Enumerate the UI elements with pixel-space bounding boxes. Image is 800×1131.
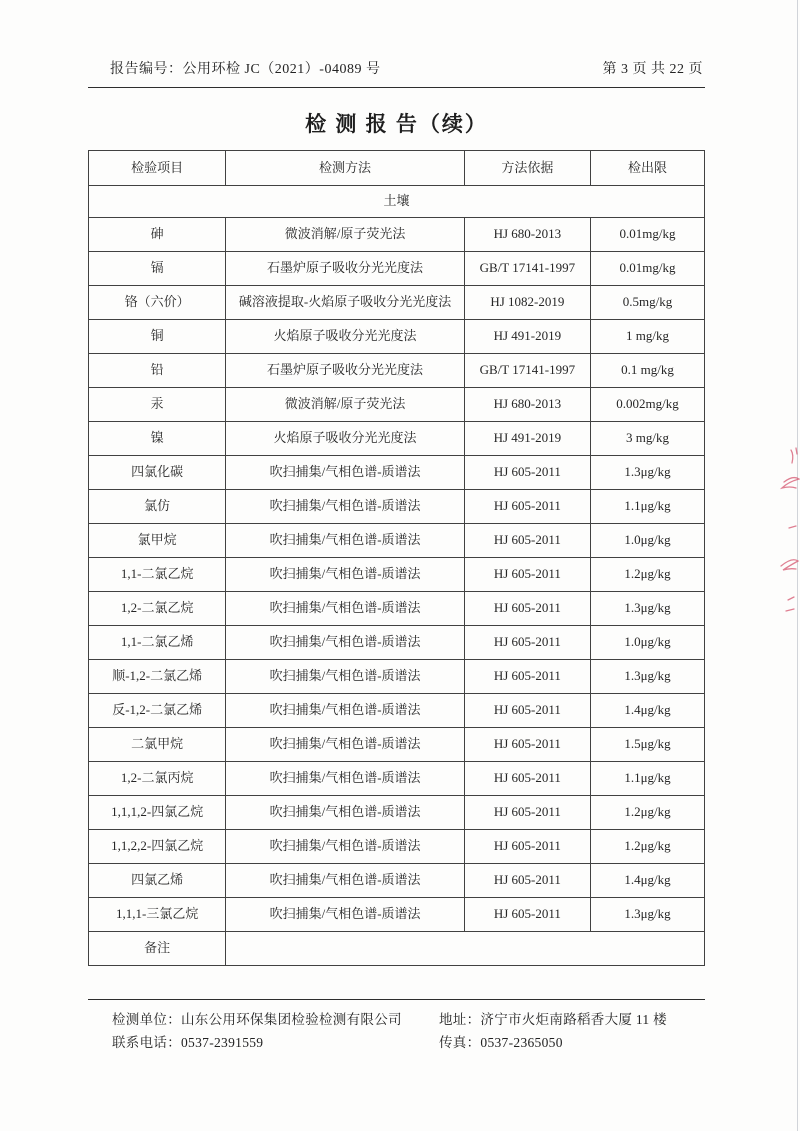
item-cell: 氯甲烷	[89, 524, 226, 558]
method-cell: 吹扫捕集/气相色谱-质谱法	[226, 728, 464, 762]
section-label: 土壤	[89, 186, 705, 218]
col-header-method: 检测方法	[226, 151, 464, 186]
basis-cell: HJ 605-2011	[464, 558, 590, 592]
method-cell: 吹扫捕集/气相色谱-质谱法	[226, 490, 464, 524]
limit-cell: 3 mg/kg	[591, 422, 705, 456]
page-indicator: 第 3 页 共 22 页	[602, 62, 703, 77]
table-row	[89, 694, 705, 728]
table-row	[89, 320, 705, 354]
table-row	[89, 626, 705, 660]
basis-cell: HJ 491-2019	[464, 320, 590, 354]
col-header-item: 检验项目	[89, 151, 226, 186]
red-ink-marks	[772, 440, 800, 630]
limit-cell: 0.1 mg/kg	[591, 354, 705, 388]
table-row	[89, 388, 705, 422]
limit-cell: 1.0μg/kg	[591, 626, 705, 660]
test-results-table	[88, 150, 705, 966]
limit-cell: 1.4μg/kg	[591, 864, 705, 898]
method-cell: 火焰原子吸收分光光度法	[226, 422, 464, 456]
method-cell: 吹扫捕集/气相色谱-质谱法	[226, 456, 464, 490]
limit-cell: 1.5μg/kg	[591, 728, 705, 762]
remark-value-cell	[226, 932, 705, 966]
item-cell: 砷	[89, 218, 226, 252]
footer-fax: 传真：0537-2365050	[439, 1035, 563, 1050]
limit-cell: 1.3μg/kg	[591, 592, 705, 626]
item-cell: 二氯甲烷	[89, 728, 226, 762]
item-cell: 氯仿	[89, 490, 226, 524]
basis-cell: GB/T 17141-1997	[464, 252, 590, 286]
table-row	[89, 286, 705, 320]
method-cell: 吹扫捕集/气相色谱-质谱法	[226, 762, 464, 796]
remark-label-cell: 备注	[89, 932, 226, 966]
method-cell: 吹扫捕集/气相色谱-质谱法	[226, 864, 464, 898]
basis-cell: HJ 605-2011	[464, 456, 590, 490]
basis-cell: HJ 605-2011	[464, 728, 590, 762]
limit-cell: 0.002mg/kg	[591, 388, 705, 422]
footer-phone: 联系电话：0537-2391559	[112, 1035, 264, 1050]
table-row	[89, 796, 705, 830]
limit-cell: 1.2μg/kg	[591, 830, 705, 864]
table-row	[89, 592, 705, 626]
limit-cell: 1.3μg/kg	[591, 456, 705, 490]
basis-cell: HJ 680-2013	[464, 218, 590, 252]
method-cell: 吹扫捕集/气相色谱-质谱法	[226, 830, 464, 864]
method-cell: 吹扫捕集/气相色谱-质谱法	[226, 694, 464, 728]
basis-cell: HJ 605-2011	[464, 626, 590, 660]
table-rows	[89, 186, 705, 932]
item-cell: 1,1-二氯乙烷	[89, 558, 226, 592]
footer-org: 检测单位：山东公用环保集团检验检测有限公司	[112, 1012, 402, 1027]
method-cell: 石墨炉原子吸收分光光度法	[226, 354, 464, 388]
basis-cell: HJ 605-2011	[464, 490, 590, 524]
table-row	[89, 490, 705, 524]
item-cell: 铬（六价）	[89, 286, 226, 320]
item-cell: 1,1,2,2-四氯乙烷	[89, 830, 226, 864]
basis-cell: HJ 605-2011	[464, 660, 590, 694]
limit-cell: 1.3μg/kg	[591, 660, 705, 694]
item-cell: 铅	[89, 354, 226, 388]
table-row	[89, 762, 705, 796]
section-row-soil	[89, 186, 705, 218]
method-cell: 石墨炉原子吸收分光光度法	[226, 252, 464, 286]
footer-address: 地址：济宁市火炬南路稻香大厦 11 楼	[439, 1012, 667, 1027]
method-cell: 吹扫捕集/气相色谱-质谱法	[226, 660, 464, 694]
basis-cell: HJ 605-2011	[464, 762, 590, 796]
basis-cell: HJ 605-2011	[464, 864, 590, 898]
limit-cell: 0.01mg/kg	[591, 252, 705, 286]
method-cell: 吹扫捕集/气相色谱-质谱法	[226, 558, 464, 592]
col-header-limit: 检出限	[591, 151, 705, 186]
method-cell: 吹扫捕集/气相色谱-质谱法	[226, 796, 464, 830]
item-cell: 1,2-二氯丙烷	[89, 762, 226, 796]
basis-cell: HJ 605-2011	[464, 524, 590, 558]
table-row	[89, 898, 705, 932]
table-header-row	[89, 151, 705, 186]
page-title: 检 测 报 告（续）	[305, 112, 488, 136]
limit-cell: 1.3μg/kg	[591, 898, 705, 932]
limit-cell: 1.1μg/kg	[591, 762, 705, 796]
item-cell: 四氯乙烯	[89, 864, 226, 898]
item-cell: 汞	[89, 388, 226, 422]
method-cell: 吹扫捕集/气相色谱-质谱法	[226, 626, 464, 660]
item-cell: 镍	[89, 422, 226, 456]
limit-cell: 1.4μg/kg	[591, 694, 705, 728]
report-content	[88, 0, 705, 1051]
basis-cell: HJ 605-2011	[464, 694, 590, 728]
table-row	[89, 524, 705, 558]
table-row	[89, 422, 705, 456]
table-head	[89, 151, 705, 186]
basis-cell: HJ 605-2011	[464, 796, 590, 830]
limit-cell: 1.2μg/kg	[591, 558, 705, 592]
table-row	[89, 660, 705, 694]
item-cell: 1,1,1-三氯乙烷	[89, 898, 226, 932]
method-cell: 火焰原子吸收分光光度法	[226, 320, 464, 354]
col-header-basis: 方法依据	[464, 151, 590, 186]
table-row	[89, 456, 705, 490]
item-cell: 铜	[89, 320, 226, 354]
table-row	[89, 558, 705, 592]
item-cell: 顺-1,2-二氯乙烯	[89, 660, 226, 694]
table-row	[89, 864, 705, 898]
table-remark	[89, 932, 705, 966]
limit-cell: 0.5mg/kg	[591, 286, 705, 320]
report-footer	[88, 1000, 705, 1051]
method-cell: 微波消解/原子荧光法	[226, 388, 464, 422]
basis-cell: HJ 605-2011	[464, 898, 590, 932]
report-header	[88, 58, 705, 88]
method-cell: 吹扫捕集/气相色谱-质谱法	[226, 592, 464, 626]
method-cell: 吹扫捕集/气相色谱-质谱法	[226, 524, 464, 558]
basis-cell: HJ 491-2019	[464, 422, 590, 456]
table-row	[89, 252, 705, 286]
item-cell: 1,1,1,2-四氯乙烷	[89, 796, 226, 830]
table-row	[89, 728, 705, 762]
item-cell: 镉	[89, 252, 226, 286]
basis-cell: HJ 680-2013	[464, 388, 590, 422]
method-cell: 碱溶液提取-火焰原子吸收分光光度法	[226, 286, 464, 320]
table-row	[89, 218, 705, 252]
method-cell: 吹扫捕集/气相色谱-质谱法	[226, 898, 464, 932]
basis-cell: GB/T 17141-1997	[464, 354, 590, 388]
basis-cell: HJ 605-2011	[464, 830, 590, 864]
table-row	[89, 354, 705, 388]
basis-cell: HJ 605-2011	[464, 592, 590, 626]
limit-cell: 1.0μg/kg	[591, 524, 705, 558]
report-number: 报告编号：公用环检 JC（2021）-04089 号	[110, 62, 381, 77]
limit-cell: 1.1μg/kg	[591, 490, 705, 524]
table-row	[89, 830, 705, 864]
remark-row	[89, 932, 705, 966]
item-cell: 四氯化碳	[89, 456, 226, 490]
limit-cell: 1.2μg/kg	[591, 796, 705, 830]
item-cell: 反-1,2-二氯乙烯	[89, 694, 226, 728]
limit-cell: 0.01mg/kg	[591, 218, 705, 252]
basis-cell: HJ 1082-2019	[464, 286, 590, 320]
limit-cell: 1 mg/kg	[591, 320, 705, 354]
item-cell: 1,2-二氯乙烷	[89, 592, 226, 626]
method-cell: 微波消解/原子荧光法	[226, 218, 464, 252]
item-cell: 1,1-二氯乙烯	[89, 626, 226, 660]
